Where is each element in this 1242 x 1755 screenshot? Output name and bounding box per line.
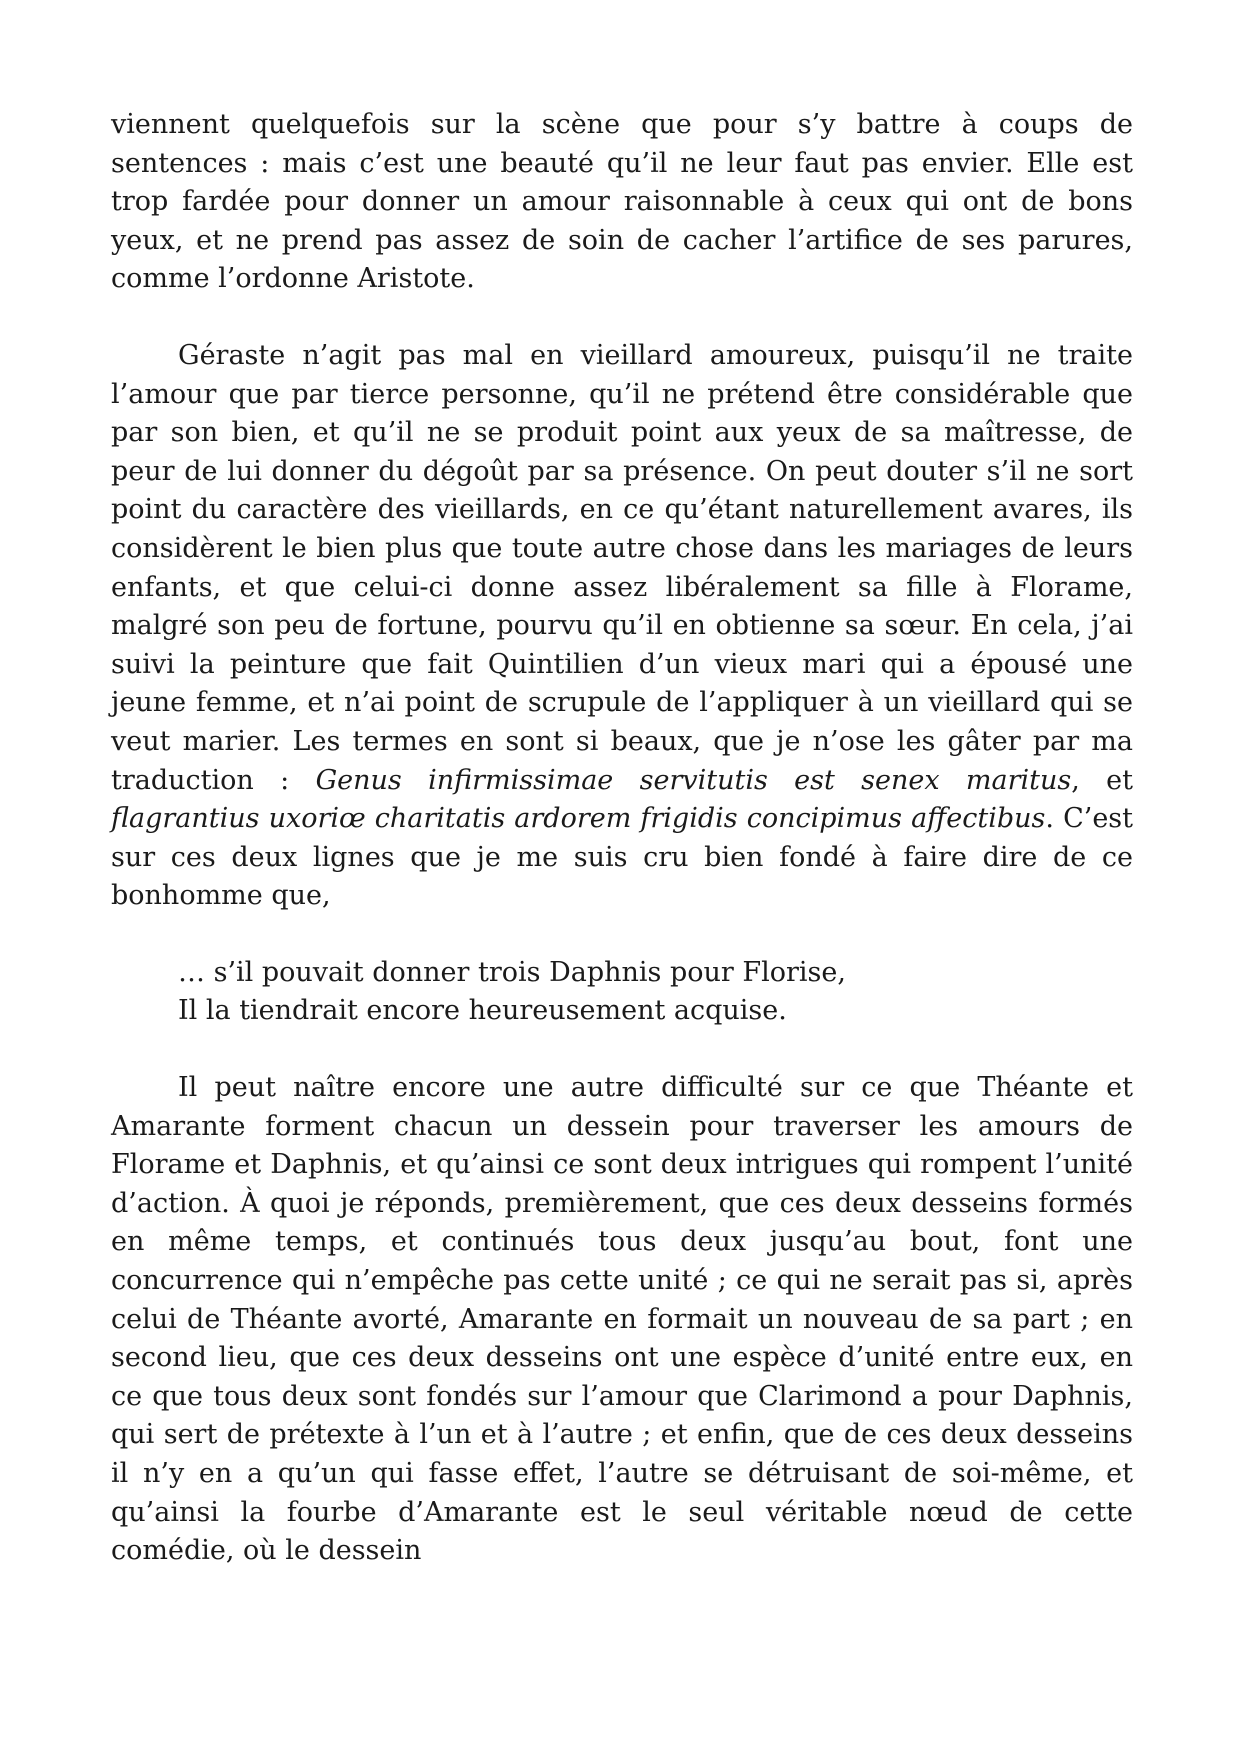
paragraph-difficulte: Il peut naître encore une autre difficulté sur ce que Théante et Amarante forment chacun un dessein pour traverser les amours de Florame et Daphnis, et qu’ainsi ce sont deux intrigues qui rompent l’unité d’action. À quoi je réponds, premièrement, que ces deux desseins formés en même temps, et continués tous deux jusqu’au bout, font une concurrence qui n’empêche pas cette unité ; ce qui ne serait pas si, après celui de Théante avorté, Amarante en formait un nouveau de sa part ; en second lieu, que ces deux desseins ont une espèce d’unité entre eux, en ce que tous deux sont fondés sur l’amour que Clarimond a pour Daphnis, qui sert de prétexte à l’un et à l’autre ; et enfin, que de ces deux desseins il n’y en a qu’un qui fasse effet, l’autre se détruisant de soi-même, et qu’ainsi la fourbe d’Amarante est le seul véritable nœud de cette comédie, où le dessein [111,1072,1133,1567]
paragraph-gap [111,299,1133,337]
paragraph-gap [111,1031,1133,1069]
latin-quote-2: flagrantius uxoriœ charitatis ardorem frigidis concipimus affectibus [111,803,1046,835]
document-page [111,106,1133,1571]
paragraph-geraste [111,337,1133,916]
verse-line: Il la tiendrait encore heureusement acquise. [178,995,787,1027]
latin-quote-1: Genus infirmissimae servitutis est senex maritus [315,764,1072,796]
paragraph-text: Géraste n’agit pas mal en vieillard amoureux, puisqu’il ne traite l’amour que par tierce personne, qu’il ne prétend être considérable que par son bien, et qu’il ne se produit point aux yeux de sa maîtresse, de peur de lui donner du dégoût par sa présence. On peut douter s’il ne sort point du caractère des vieillards, en ce qu’étant naturellement avares, ils considèrent le bien plus que toute autre chose dans les mariages de leurs enfants, et que celui-ci donne assez libéralement sa fille à Florame, malgré son peu de fortune, pourvu qu’il en obtienne sa sœur. En cela, j’ai suivi la peinture que fait Quintilien d’un vieux mari qui a épousé une jeune femme, et n’ai point de scrupule de l’appliquer à un vieillard qui se veut marier. Les termes en sont si beaux, que je n’ose les gâter par ma traduction : [111,339,1133,796]
paragraph-text-end: . C’est sur ces deux lignes que je me suis cru bien fondé à faire dire de ce bonhomme que, [111,803,1134,912]
verse-quote [111,954,1133,1031]
verse-line: … s’il pouvait donner trois Daphnis pour Florise, [178,956,846,988]
connector-text: , et [1071,764,1134,796]
paragraph-continuation: viennent quelquefois sur la scène que pour s’y battre à coups de sentences : mais c’est une beauté qu’il ne leur faut pas envier. Elle est trop fardée pour donner un amour raisonnable à ceux qui ont de bons yeux, et ne prend pas assez de soin de cacher l’artifice de ses parures, comme l’ordonne Aristote. [111,109,1133,295]
paragraph-gap [111,916,1133,954]
